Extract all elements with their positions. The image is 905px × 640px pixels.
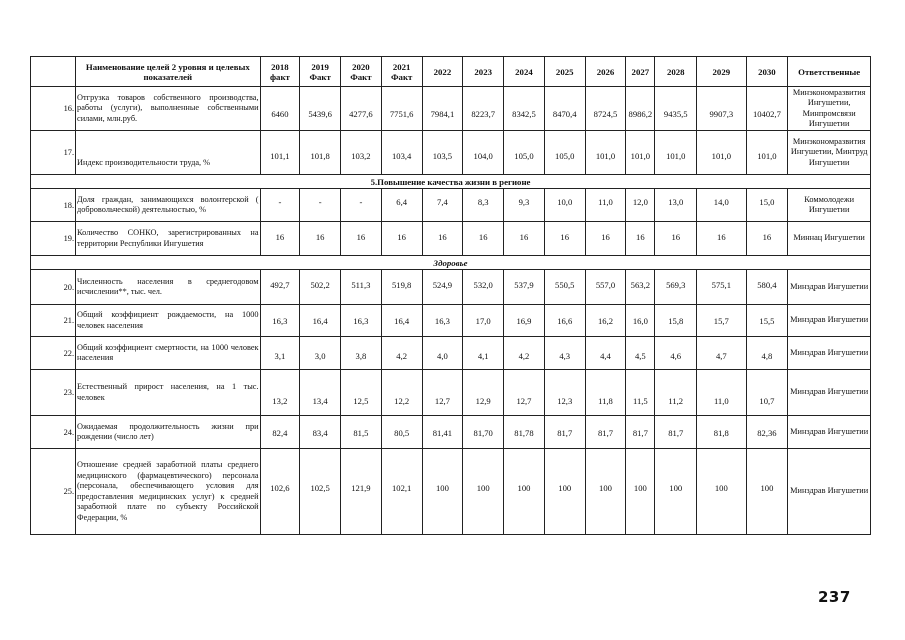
- subsection-row: [31, 256, 871, 270]
- row-number: 19.: [31, 222, 76, 256]
- indicator-name: Отношение средней заработной платы среднего медицинского (фармацевтического) персонала (персонала, обеспечивающего условия для предоставления медицинских услуг) к средней заработной плате по субъекту Российской Федерации, %: [76, 449, 261, 535]
- value-cell: 9,3: [504, 189, 545, 222]
- value-cell: 81,7: [544, 416, 585, 449]
- value-cell: 16: [260, 222, 300, 256]
- value-cell: 524,9: [422, 270, 463, 305]
- value-cell: 7751,6: [381, 87, 422, 131]
- value-cell: 492,7: [260, 270, 300, 305]
- value-cell: 81,70: [463, 416, 504, 449]
- value-cell: 11,2: [655, 370, 697, 416]
- value-cell: 101,0: [585, 131, 626, 175]
- header-year-cell: 2018 факт: [260, 57, 300, 87]
- value-cell: 13,4: [300, 370, 341, 416]
- value-cell: 9435,5: [655, 87, 697, 131]
- value-cell: 16: [746, 222, 788, 256]
- value-cell: 5439,6: [300, 87, 341, 131]
- value-cell: 16: [463, 222, 504, 256]
- value-cell: 100: [463, 449, 504, 535]
- value-cell: 8342,5: [504, 87, 545, 131]
- value-cell: 11,5: [626, 370, 655, 416]
- value-cell: 4,1: [463, 337, 504, 370]
- value-cell: 4,7: [697, 337, 746, 370]
- value-cell: 16: [422, 222, 463, 256]
- value-cell: 502,2: [300, 270, 341, 305]
- value-cell: 101,0: [746, 131, 788, 175]
- value-cell: 12,7: [422, 370, 463, 416]
- value-cell: 4,2: [381, 337, 422, 370]
- value-cell: 16,0: [626, 305, 655, 337]
- table-row: [31, 370, 871, 416]
- section-row: [31, 175, 871, 189]
- value-cell: 100: [422, 449, 463, 535]
- value-cell: 81,7: [626, 416, 655, 449]
- value-cell: 537,9: [504, 270, 545, 305]
- value-cell: 8,3: [463, 189, 504, 222]
- table-row: [31, 416, 871, 449]
- row-number: 22.: [31, 337, 76, 370]
- row-number: 18.: [31, 189, 76, 222]
- value-cell: 12,9: [463, 370, 504, 416]
- responsible-cell: Минздрав Ингушетии: [788, 370, 871, 416]
- header-year-cell: 2024: [504, 57, 545, 87]
- table-row: [31, 449, 871, 535]
- value-cell: 16,4: [381, 305, 422, 337]
- value-cell: 15,0: [746, 189, 788, 222]
- value-cell: 580,4: [746, 270, 788, 305]
- value-cell: 81,78: [504, 416, 545, 449]
- value-cell: 550,5: [544, 270, 585, 305]
- row-number: 23.: [31, 370, 76, 416]
- value-cell: 100: [655, 449, 697, 535]
- header-year-cell: 2030: [746, 57, 788, 87]
- value-cell: 557,0: [585, 270, 626, 305]
- row-number: 21.: [31, 305, 76, 337]
- value-cell: 100: [544, 449, 585, 535]
- value-cell: 12,2: [381, 370, 422, 416]
- value-cell: 532,0: [463, 270, 504, 305]
- value-cell: 81,5: [341, 416, 382, 449]
- value-cell: 16,3: [260, 305, 300, 337]
- value-cell: 100: [746, 449, 788, 535]
- table-row: [31, 305, 871, 337]
- responsible-cell: Минздрав Ингушетии: [788, 449, 871, 535]
- value-cell: 105,0: [544, 131, 585, 175]
- value-cell: 16: [697, 222, 746, 256]
- indicator-name: Отгрузка товаров собственного производства, работы (услуги), выполненные собственными силами, млн.руб.: [76, 87, 261, 131]
- row-number: 17.: [31, 131, 76, 175]
- value-cell: 16,6: [544, 305, 585, 337]
- value-cell: 81,41: [422, 416, 463, 449]
- value-cell: 121,9: [341, 449, 382, 535]
- value-cell: -: [341, 189, 382, 222]
- indicator-name: Естественный прирост населения, на 1 тыс. человек: [76, 370, 261, 416]
- value-cell: 12,3: [544, 370, 585, 416]
- header-year-cell: 2025: [544, 57, 585, 87]
- value-cell: 12,5: [341, 370, 382, 416]
- value-cell: 100: [504, 449, 545, 535]
- value-cell: 16,4: [300, 305, 341, 337]
- responsible-cell: Минэкономразвития Ингушетии, Минпромсвязи Ингушетии: [788, 87, 871, 131]
- row-number: 25.: [31, 449, 76, 535]
- value-cell: 16,3: [341, 305, 382, 337]
- table-row: [31, 337, 871, 370]
- header-year-cell: 2026: [585, 57, 626, 87]
- value-cell: 101,8: [300, 131, 341, 175]
- table-row: [31, 131, 871, 175]
- indicator-name: Доля граждан, занимающихся волонтерской ( добровольческой) деятельностью, %: [76, 189, 261, 222]
- indicator-name: Индекс производительности труда, %: [76, 131, 261, 175]
- value-cell: 16: [585, 222, 626, 256]
- value-cell: 11,0: [697, 370, 746, 416]
- table-row: [31, 189, 871, 222]
- value-cell: 8223,7: [463, 87, 504, 131]
- value-cell: 100: [585, 449, 626, 535]
- value-cell: 100: [697, 449, 746, 535]
- value-cell: 9907,3: [697, 87, 746, 131]
- value-cell: 4277,6: [341, 87, 382, 131]
- row-number: 16.: [31, 87, 76, 131]
- value-cell: 101,1: [260, 131, 300, 175]
- table-body: [31, 87, 871, 535]
- header-year-cell: 2028: [655, 57, 697, 87]
- header-year-cell: 2022: [422, 57, 463, 87]
- value-cell: 16: [544, 222, 585, 256]
- value-cell: 101,0: [655, 131, 697, 175]
- value-cell: 8986,2: [626, 87, 655, 131]
- value-cell: 4,4: [585, 337, 626, 370]
- value-cell: 8724,5: [585, 87, 626, 131]
- value-cell: 103,5: [422, 131, 463, 175]
- value-cell: 104,0: [463, 131, 504, 175]
- header-year-cell: 2029: [697, 57, 746, 87]
- value-cell: 81,7: [655, 416, 697, 449]
- value-cell: 102,1: [381, 449, 422, 535]
- header-name-cell: Наименование целей 2 уровня и целевых показателей: [76, 57, 261, 87]
- indicator-name: Общий коэффициент смертности, на 1000 человек населения: [76, 337, 261, 370]
- responsible-cell: Миннац Ингушетии: [788, 222, 871, 256]
- value-cell: 7984,1: [422, 87, 463, 131]
- value-cell: 15,7: [697, 305, 746, 337]
- indicator-name: Численность населения в среднегодовом исчислении**, тыс. чел.: [76, 270, 261, 305]
- value-cell: -: [260, 189, 300, 222]
- value-cell: 16: [381, 222, 422, 256]
- table-row: [31, 87, 871, 131]
- value-cell: 3,8: [341, 337, 382, 370]
- value-cell: 15,5: [746, 305, 788, 337]
- value-cell: -: [300, 189, 341, 222]
- section-heading: 5.Повышение качества жизни в регионе: [31, 175, 871, 189]
- responsible-cell: Минздрав Ингушетии: [788, 305, 871, 337]
- value-cell: 12,0: [626, 189, 655, 222]
- value-cell: 3,0: [300, 337, 341, 370]
- value-cell: 13,2: [260, 370, 300, 416]
- value-cell: 8470,4: [544, 87, 585, 131]
- value-cell: 6,4: [381, 189, 422, 222]
- indicators-table: [30, 56, 871, 535]
- value-cell: 102,5: [300, 449, 341, 535]
- value-cell: 7,4: [422, 189, 463, 222]
- value-cell: 575,1: [697, 270, 746, 305]
- value-cell: 10,7: [746, 370, 788, 416]
- value-cell: 17,0: [463, 305, 504, 337]
- value-cell: 16: [341, 222, 382, 256]
- value-cell: 511,3: [341, 270, 382, 305]
- value-cell: 4,8: [746, 337, 788, 370]
- header-year-cell: 2020 Факт: [341, 57, 382, 87]
- value-cell: 16: [300, 222, 341, 256]
- value-cell: 4,5: [626, 337, 655, 370]
- header-year-cell: 2023: [463, 57, 504, 87]
- value-cell: 16,3: [422, 305, 463, 337]
- table-row: [31, 270, 871, 305]
- header-row: [31, 57, 871, 87]
- value-cell: 13,0: [655, 189, 697, 222]
- value-cell: 12,7: [504, 370, 545, 416]
- responsible-cell: Минздрав Ингушетии: [788, 416, 871, 449]
- row-number: 20.: [31, 270, 76, 305]
- value-cell: 81,8: [697, 416, 746, 449]
- value-cell: 4,6: [655, 337, 697, 370]
- value-cell: 15,8: [655, 305, 697, 337]
- header-year-cell: 2019 Факт: [300, 57, 341, 87]
- value-cell: 11,8: [585, 370, 626, 416]
- value-cell: 519,8: [381, 270, 422, 305]
- header-year-cell: 2021 Факт: [381, 57, 422, 87]
- value-cell: 82,36: [746, 416, 788, 449]
- value-cell: 16: [504, 222, 545, 256]
- subsection-heading: Здоровье: [31, 256, 871, 270]
- responsible-cell: Минздрав Ингушетии: [788, 270, 871, 305]
- page-number: 237: [818, 588, 851, 606]
- value-cell: 16,9: [504, 305, 545, 337]
- responsible-cell: Коммолодежи Ингушетии: [788, 189, 871, 222]
- value-cell: 563,2: [626, 270, 655, 305]
- value-cell: 101,0: [626, 131, 655, 175]
- header-responsible-cell: Ответственные: [788, 57, 871, 87]
- responsible-cell: Минздрав Ингушетии: [788, 337, 871, 370]
- indicator-name: Общий коэффициент рождаемости, на 1000 человек населения: [76, 305, 261, 337]
- value-cell: 101,0: [697, 131, 746, 175]
- indicator-name: Количество СОНКО, зарегистрированных на территории Республики Ингушетия: [76, 222, 261, 256]
- value-cell: 100: [626, 449, 655, 535]
- value-cell: 82,4: [260, 416, 300, 449]
- value-cell: 10,0: [544, 189, 585, 222]
- value-cell: 4,2: [504, 337, 545, 370]
- value-cell: 16: [655, 222, 697, 256]
- value-cell: 103,4: [381, 131, 422, 175]
- header-year-cell: 2027: [626, 57, 655, 87]
- row-number: 24.: [31, 416, 76, 449]
- value-cell: 16,2: [585, 305, 626, 337]
- value-cell: 16: [626, 222, 655, 256]
- value-cell: 4,0: [422, 337, 463, 370]
- value-cell: 10402,7: [746, 87, 788, 131]
- value-cell: 569,3: [655, 270, 697, 305]
- value-cell: 4,3: [544, 337, 585, 370]
- value-cell: 105,0: [504, 131, 545, 175]
- value-cell: 81,7: [585, 416, 626, 449]
- value-cell: 3,1: [260, 337, 300, 370]
- value-cell: 14,0: [697, 189, 746, 222]
- header-number-cell: [31, 57, 76, 87]
- value-cell: 6460: [260, 87, 300, 131]
- value-cell: 102,6: [260, 449, 300, 535]
- responsible-cell: Минэкономразвития Ингушетии, Минтруд Ингушетии: [788, 131, 871, 175]
- indicator-name: Ожидаемая продолжительность жизни при рождении (число лет): [76, 416, 261, 449]
- value-cell: 11,0: [585, 189, 626, 222]
- table-row: [31, 222, 871, 256]
- value-cell: 80,5: [381, 416, 422, 449]
- value-cell: 83,4: [300, 416, 341, 449]
- value-cell: 103,2: [341, 131, 382, 175]
